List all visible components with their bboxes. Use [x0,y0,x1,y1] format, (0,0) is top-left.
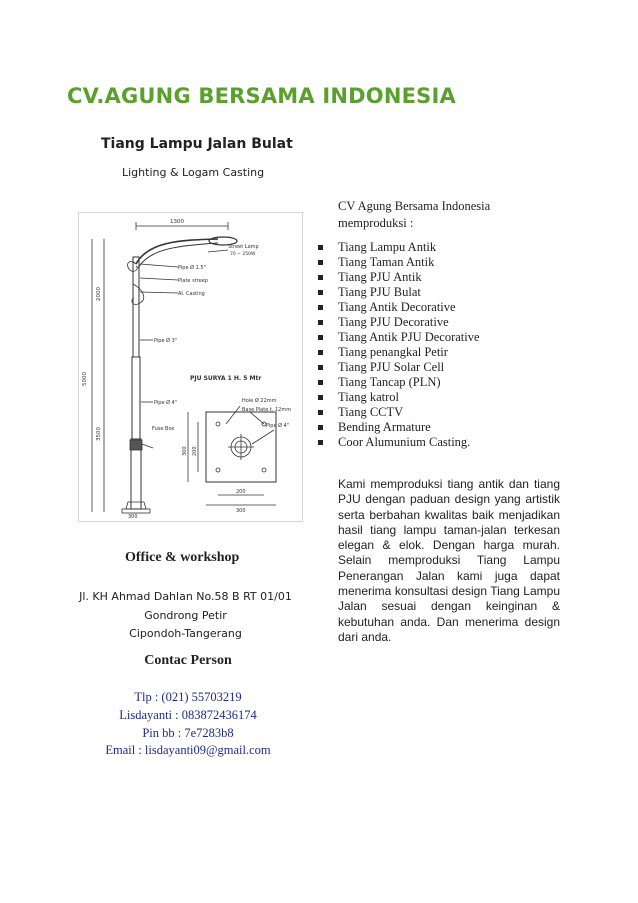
company-name: CV.AGUNG BERSAMA INDONESIA [67,84,456,108]
intro-line-1: CV Agung Bersama Indonesia [338,199,491,213]
dim-3500-label: 3500 [96,427,102,441]
list-item: Bending Armature [318,420,480,435]
list-item: Tiang PJU Antik [318,270,480,285]
fuse-box-label: Fuse Box [152,426,175,432]
bullet-icon [318,410,323,415]
list-item: Tiang PJU Bulat [318,285,480,300]
list-item: Tiang katrol [318,390,480,405]
bullet-icon [318,395,323,400]
bullet-icon [318,260,323,265]
bullet-icon [318,425,323,430]
product-list [318,240,480,450]
dim-300-label: 300 [128,514,138,520]
contact-mobile: Lisdayanti : 083872436174 [119,708,257,722]
dim-2000-label: 2000 [96,287,102,301]
contact-pin-bb: Pin bb : 7e7283b8 [142,726,234,740]
contact-email[interactable]: Email : lisdayanti09@gmail.com [105,743,271,757]
base-plate-label: Base Plate t. 12mm [242,407,292,413]
list-item: Tiang Tancap (PLN) [318,375,480,390]
address-line: Gondrong Petir [144,609,227,622]
bullet-icon [318,350,323,355]
dim-300h-label: 300 [236,508,246,514]
list-item: Coor Alumunium Casting. [318,435,480,450]
product-subtitle: Lighting & Logam Casting [122,166,265,179]
description-paragraph: Kami memproduksi tiang antik dan tiang PJU dengan paduan design yang artistik serta berbahan kwalitas baik menjadikan hasil tiang lampu taman-jalan terkesan elegan & elok. Dengan harga murah. Selain memproduksi Tiang Lampu Penerangan Jalan kami juga dapat menerima konsultasi design Tiang Lampu Jalan sesuai dengan keinginan & kebutuhan anda. Dan menerima design dari anda. [338,477,560,644]
plate-streep-label: Plate streep [178,278,208,284]
office-heading: Office & workshop [125,550,240,565]
list-item: Tiang Antik Decorative [318,300,480,315]
bullet-icon [318,335,323,340]
bullet-icon [318,380,323,385]
pju-title-label: PJU SURYA 1 H. 5 Mtr [190,375,262,382]
dim-5000-label: 5000 [82,372,88,386]
pipe-4-label: Pipe Ø 4" [154,400,178,406]
hole-label: Hole Ø 22mm [242,398,277,404]
intro-line-2: memproduksi : [338,216,414,230]
bullet-icon [318,245,323,250]
pipe-15-label: Pipe Ø 1.5" [178,265,206,271]
bullet-icon [318,275,323,280]
dim-300v-label: 300 [182,446,188,456]
bullet-icon [318,305,323,310]
address-line: Jl. KH Ahmad Dahlan No.58 B RT 01/01 [79,590,292,603]
bullet-icon [318,290,323,295]
list-item: Tiang penangkal Petir [318,345,480,360]
bullet-icon [318,320,323,325]
technical-drawing [78,212,303,522]
list-item: Tiang Taman Antik [318,255,480,270]
bullet-icon [318,440,323,445]
dim-200v-label: 200 [192,446,198,456]
dim-1300-label: 1300 [170,219,184,225]
street-lamp-label: Street Lamp [228,244,259,250]
pipe-3-label: Pipe Ø 3" [154,338,178,344]
dim-200h-label: 200 [236,489,246,495]
bullet-icon [318,365,323,370]
product-title: Tiang Lampu Jalan Bulat [101,136,293,152]
list-item: Tiang Lampu Antik [318,240,480,255]
street-lamp-power-label: 70 ~ 250W [230,252,256,257]
intro-text [338,198,518,232]
address-line: Cipondoh-Tangerang [129,627,242,640]
pipe-4b-label: Pipe Ø 4" [266,423,290,429]
contact-phone: Tlp : (021) 55703219 [134,690,242,704]
list-item: Tiang Antik PJU Decorative [318,330,480,345]
list-item: Tiang PJU Decorative [318,315,480,330]
list-item: Tiang CCTV [318,405,480,420]
contact-heading: Contac Person [144,653,232,668]
list-item: Tiang PJU Solar Cell [318,360,480,375]
al-casting-label: Al. Casting [178,291,205,297]
